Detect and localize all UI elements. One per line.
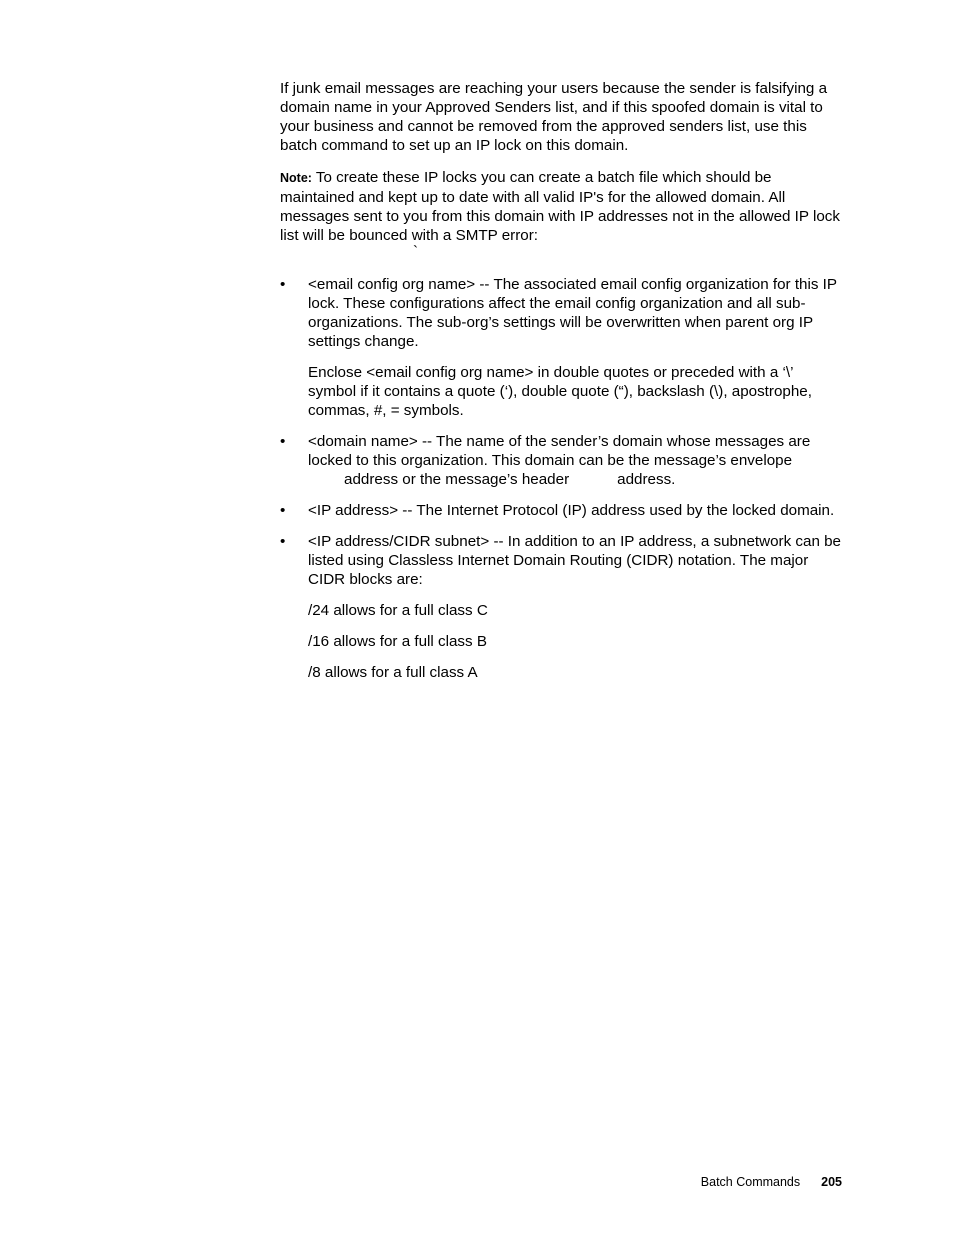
domain-line-1: <domain name> -- The name of the sender’s domain whose messages are locked to this organization. This domain can be the message’s envelope bbox=[308, 433, 811, 469]
note-paragraph bbox=[280, 168, 842, 245]
page-content bbox=[280, 79, 842, 694]
param-ip-address-text: <IP address> -- The Internet Protocol (IP) address used by the locked domain. bbox=[308, 502, 835, 519]
cidr-block-16: /16 allows for a full class B bbox=[308, 633, 487, 650]
footer-section-title: Batch Commands bbox=[700, 1175, 801, 1189]
param-org-name-sub: Enclose <email config org name> in double quotes or preceded with a ‘\’ symbol if it contains a quote (‘), double quote (“), backslash (\), apostrophe, commas, #, = symbols. bbox=[308, 364, 812, 419]
bullet-glyph: • bbox=[280, 533, 286, 550]
parameter-list bbox=[280, 275, 842, 589]
bullet-glyph: • bbox=[280, 276, 286, 293]
bullet-glyph: • bbox=[280, 433, 286, 450]
stray-mark: ` bbox=[413, 243, 419, 260]
domain-line-2b: address. bbox=[617, 471, 676, 488]
intro-paragraph: If junk email messages are reaching your users because the sender is falsifying a domain name in your Approved Senders list, and if this spoofed domain is vital to your business and cannot be removed from the approved senders list, use this batch command to set up an IP lock on this domain. bbox=[280, 80, 828, 154]
list-item bbox=[280, 532, 842, 589]
bullet-glyph: • bbox=[280, 502, 286, 519]
page-footer bbox=[701, 1174, 842, 1190]
cidr-block-24: /24 allows for a full class C bbox=[308, 602, 488, 619]
note-text: To create these IP locks you can create a batch file which should be maintained and kept up to date with all valid IP's for the allowed domain. All messages sent to you from this domain with IP addresses not in the allowed IP lock list will be bounced with a SMTP error: bbox=[280, 169, 840, 244]
list-item bbox=[280, 432, 842, 489]
note-label: Note: bbox=[280, 171, 312, 185]
cidr-block-8: /8 allows for a full class A bbox=[308, 664, 478, 681]
param-org-name-text: <email config org name> -- The associated email config organization for this IP lock. These configurations affect the email config organization and all sub-organizations. The sub-org’s settings will be overwritten when parent org IP settings change. bbox=[308, 276, 837, 350]
param-domain-name-text bbox=[308, 432, 842, 489]
list-item bbox=[280, 501, 842, 520]
page-number: 205 bbox=[821, 1175, 842, 1189]
domain-line-2a: address or the message’s header bbox=[344, 471, 570, 488]
list-item bbox=[280, 275, 842, 420]
param-cidr-text: <IP address/CIDR subnet> -- In addition to an IP address, a subnetwork can be listed using Classless Internet Domain Routing (CIDR) notation. The major CIDR blocks are: bbox=[308, 533, 842, 588]
